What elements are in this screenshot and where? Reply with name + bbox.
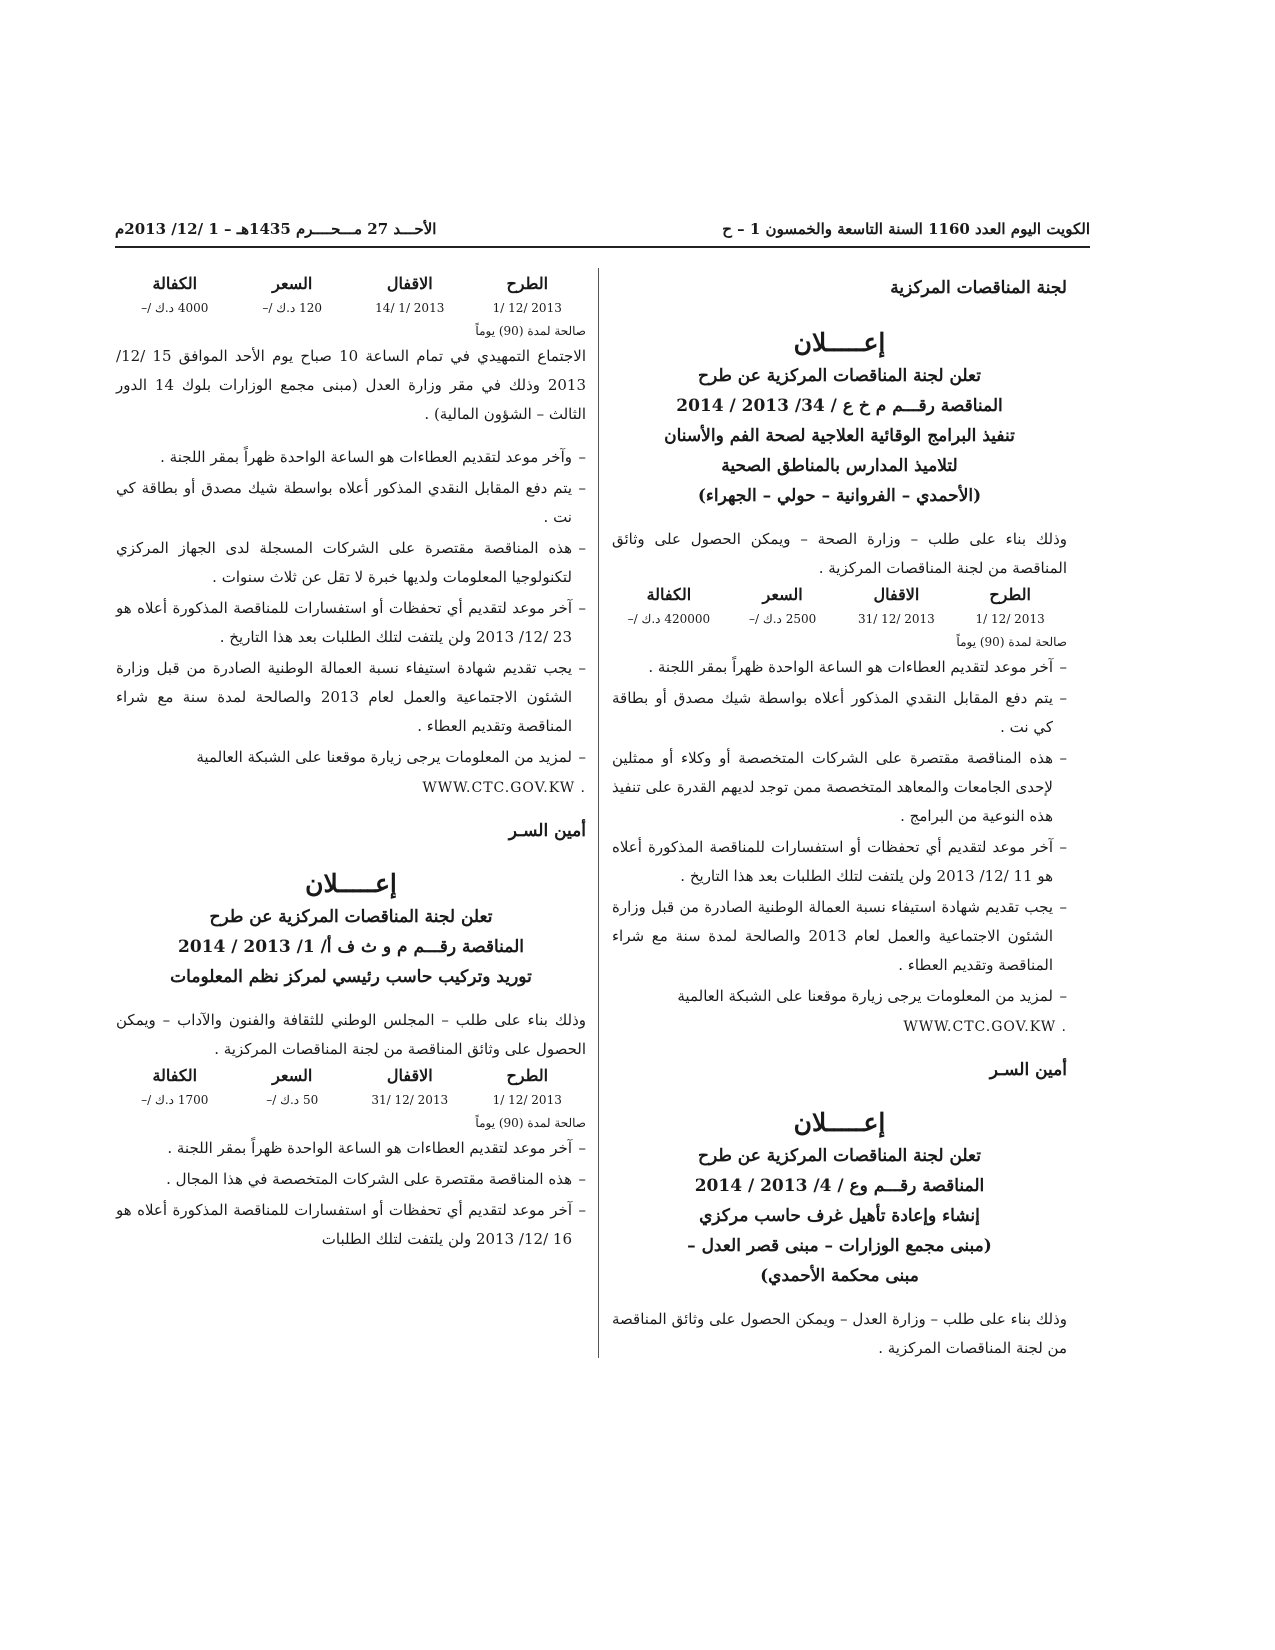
announcement-intro: وذلك بناء على طلب – المجلس الوطني للثقافة والفنون والآداب – ويمكن الحصول على وثائق المناقصة من لجنة المناقصات المركزية . — [116, 1011, 586, 1058]
left-column — [116, 272, 586, 1256]
announcement-continuation — [116, 272, 586, 846]
cell-launch: 2013 /12 /1 — [975, 612, 1045, 626]
cell-closing: 2013 /1 /14 — [375, 301, 445, 315]
validity-note: صالحة لمدة (90) يوماً — [475, 324, 586, 338]
col-closing: الاقفال — [386, 274, 433, 293]
cell-closing: 2013 /12 /31 — [371, 1093, 449, 1107]
announcement-1 — [612, 325, 1067, 1085]
bullet-item: – يجب تقديم شهادة استيفاء نسبة العمالة الوطنية الصادرة من قبل وزارة الشئون الاجتماعية والعمل لعام 2013 والصالحة لمدة سنة مع شراء المناقصة وتقديم العطاء . — [116, 654, 586, 741]
tender-subject: (الأحمدي – الفروانية – حولي – الجهراء) — [697, 486, 982, 506]
bullet-item: – يتم دفع المقابل النقدي المذكور أعلاه بواسطة شيك مصدق أو بطاقة كي نت . — [612, 684, 1067, 742]
announcement-2 — [612, 1105, 1067, 1363]
bullet-item: – يتم دفع المقابل النقدي المذكور أعلاه بواسطة شيك مصدق أو بطاقة كي نت . — [116, 474, 586, 532]
tender-subject: مبنى محكمة الأحمدي) — [760, 1266, 919, 1286]
bullet-item: – آخر موعد لتقديم أي تحفظات أو استفسارات للمناقصة المذكورة أعلاه هو 23 /12/ 2013 ولن يلتفت لتلك الطلبات بعد هذا التاريخ . — [116, 594, 586, 652]
col-price: السعر — [272, 1066, 313, 1085]
col-launch: الطرح — [506, 274, 549, 293]
tender-table-header — [116, 1064, 586, 1088]
cell-price: 120 د.ك /– — [262, 301, 323, 315]
announcement-line: تعلن لجنة المناقصات المركزية عن طرح — [698, 1146, 981, 1166]
tender-table-row — [116, 296, 586, 320]
col-guarantee: الكفالة — [152, 274, 198, 293]
validity-note: صالحة لمدة (90) يوماً — [956, 635, 1067, 649]
bullet-item: – يجب تقديم شهادة استيفاء نسبة العمالة الوطنية الصادرة من قبل وزارة الشئون الاجتماعية والعمل لعام 2013 والصالحة لمدة سنة مع شراء المناقصة وتقديم العطاء . — [612, 893, 1067, 980]
right-column — [612, 272, 1067, 1363]
tender-table-row — [612, 607, 1067, 631]
tender-subject: (مبنى مجمع الوزارات – مبنى قصر العدل – — [687, 1236, 992, 1256]
tender-number: المناقصة رقـــم وع / 4/ 2013 / 2014 — [694, 1176, 985, 1196]
bullet-item: – آخر موعد لتقديم أي تحفظات أو استفسارات للمناقصة المذكورة أعلاه هو 16 /12/ 2013 ولن يلتفت لتلك الطلبات — [116, 1196, 586, 1254]
bullet-item: – وآخر موعد لتقديم العطاءات هو الساعة الواحدة ظهراً بمقر اللجنة . — [116, 443, 586, 472]
section-title: لجنة المناقصات المركزية — [890, 278, 1067, 298]
cell-price: 50 د.ك /– — [266, 1093, 319, 1107]
col-closing: الاقفال — [873, 585, 920, 604]
col-price: السعر — [762, 585, 803, 604]
bullet-item: – هذه المناقصة مقتصرة على الشركات المتخصصة أو وكلاء أو ممثلين لإحدى الجامعات والمعاهد المتخصصة ممن توجد لديهم القدرة على تنفيذ هذه النوعية من البرامج . — [612, 744, 1067, 831]
announcement-heading: إعـــــلان — [305, 869, 397, 898]
cell-guarantee: 1700 د.ك /– — [141, 1093, 209, 1107]
column-divider — [598, 268, 599, 1358]
col-guarantee: الكفالة — [152, 1066, 198, 1085]
cell-guarantee: 420000 د.ك /– — [627, 612, 711, 626]
tender-subject: تنفيذ البرامج الوقائية العلاجية لصحة الفم والأسنان — [664, 426, 1015, 446]
tender-number: المناقصة رقـــم م خ ع / 34/ 2013 / 2014 — [676, 396, 1003, 416]
bullet-item: – لمزيد من المعلومات يرجى زيارة موقعنا على الشبكة العالمية — [116, 743, 586, 772]
tender-table-row — [116, 1088, 586, 1112]
tender-subject: لتلاميذ المدارس بالمناطق الصحية — [721, 456, 958, 476]
announcement-intro: وذلك بناء على طلب – وزارة العدل – ويمكن الحصول على وثائق المناقصة من لجنة المناقصات المركزية . — [612, 1310, 1067, 1357]
website-link[interactable]: WWW.CTC.GOV.KW . — [903, 1019, 1067, 1035]
bullet-item: – آخر موعد لتقديم العطاءات هو الساعة الواحدة ظهراً بمقر اللجنة . — [612, 653, 1067, 682]
header-date: الأحـــد 27 مـــحــــرم 1435هـ – 1 /12/ 2013م — [115, 220, 437, 238]
cell-guarantee: 4000 د.ك /– — [141, 301, 209, 315]
col-guarantee: الكفالة — [646, 585, 692, 604]
announcement-heading: إعـــــلان — [793, 328, 886, 357]
website-link[interactable]: WWW.CTC.GOV.KW . — [422, 780, 586, 796]
announcement-heading: إعـــــلان — [793, 1108, 886, 1137]
tender-table-header — [612, 583, 1067, 607]
tender-table-header — [116, 272, 586, 296]
page-header — [115, 218, 1090, 248]
col-launch: الطرح — [989, 585, 1031, 604]
tender-subject: إنشاء وإعادة تأهيل غرف حاسب مركزي — [699, 1206, 980, 1226]
cell-launch: 2013 /12 /1 — [492, 1093, 562, 1107]
bullet-item: – لمزيد من المعلومات يرجى زيارة موقعنا على الشبكة العالمية — [612, 982, 1067, 1011]
bullet-item: – هذه المناقصة مقتصرة على الشركات المسجلة لدى الجهاز المركزي لتكنولوجيا المعلومات ولديها خبرة لا تقل عن ثلاث سنوات . — [116, 534, 586, 592]
announcement-intro: وذلك بناء على طلب – وزارة الصحة – ويمكن الحصول على وثائق المناقصة من لجنة المناقصات المركزية . — [612, 530, 1067, 577]
signature: أمين السـر — [508, 821, 586, 841]
bullet-item: – آخر موعد لتقديم العطاءات هو الساعة الواحدة ظهراً بمقر اللجنة . — [116, 1134, 586, 1163]
tender-number: المناقصة رقـــم م و ث ف أ/ 1/ 2013 / 2014 — [177, 937, 525, 957]
bullet-item: – هذه المناقصة مقتصرة على الشركات المتخصصة في هذا المجال . — [116, 1165, 586, 1194]
cell-closing: 2013 /12 /31 — [857, 612, 935, 626]
col-closing: الاقفال — [386, 1066, 433, 1085]
header-issue-info: الكويت اليوم العدد 1160 السنة التاسعة والخمسون 1 – ح — [722, 220, 1090, 238]
col-launch: الطرح — [506, 1066, 549, 1085]
col-price: السعر — [272, 274, 313, 293]
pre-bid-meeting: الاجتماع التمهيدي في تمام الساعة 10 صباح يوم الأحد الموافق 15 /12/ 2013 وذلك في مقر وزارة العدل (مبنى مجمع الوزارات بلوك 14 الدور الثالث – الشؤون المالية) . — [116, 347, 587, 423]
announcement-line: تعلن لجنة المناقصات المركزية عن طرح — [209, 907, 493, 927]
bullet-item: – آخر موعد لتقديم أي تحفظات أو استفسارات للمناقصة المذكورة أعلاه هو 11 /12/ 2013 ولن يلتفت لتلك الطلبات بعد هذا التاريخ . — [612, 833, 1067, 891]
signature: أمين السـر — [989, 1060, 1067, 1080]
cell-price: 2500 د.ك /– — [748, 612, 817, 626]
cell-launch: 2013 /12 /1 — [492, 301, 562, 315]
announcement-3 — [116, 866, 586, 1254]
tender-subject: توريد وتركيب حاسب رئيسي لمركز نظم المعلومات — [170, 967, 532, 987]
validity-note: صالحة لمدة (90) يوماً — [475, 1116, 586, 1130]
announcement-line: تعلن لجنة المناقصات المركزية عن طرح — [698, 366, 981, 386]
